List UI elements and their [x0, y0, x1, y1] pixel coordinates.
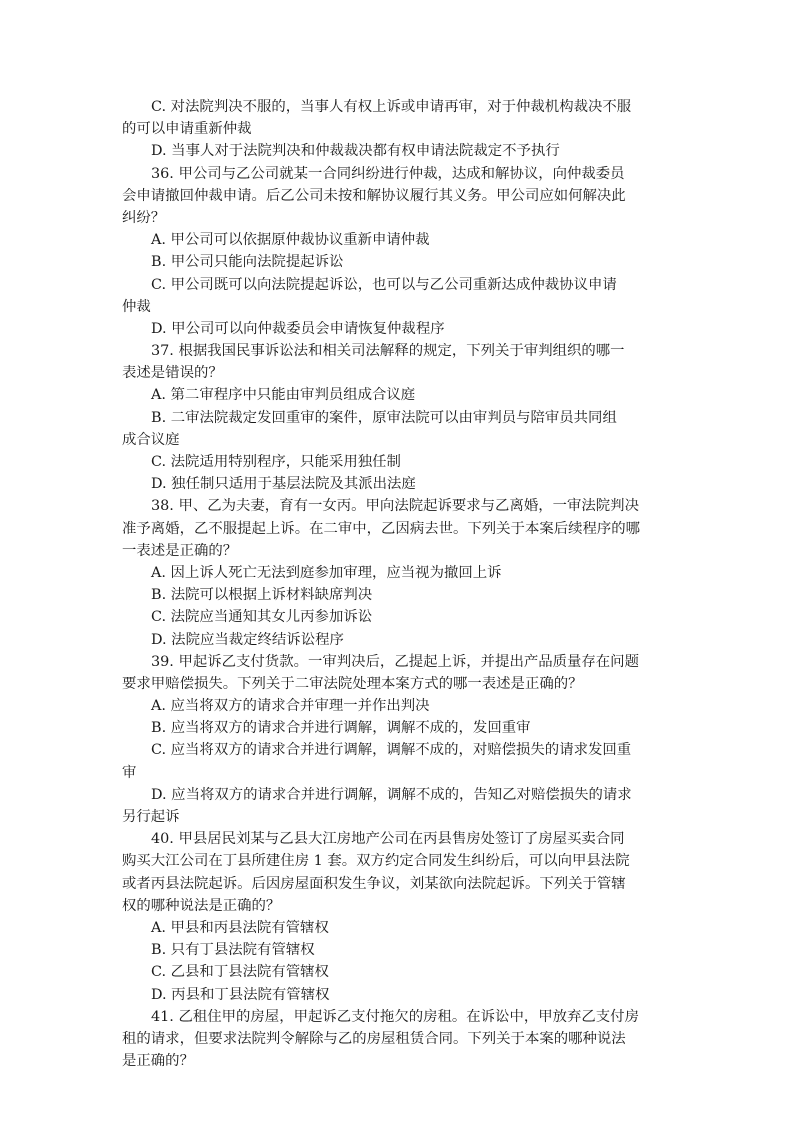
text-line: 要求甲赔偿损失。下列关于二审法院处理本案方式的哪一表述是正确的？ — [122, 675, 583, 692]
text-line: 40. 甲县居民刘某与乙县大江房地产公司在丙县售房处签订了房屋买卖合同 — [151, 831, 625, 848]
text-line: B. 法院可以根据上诉材料缺席判决 — [151, 587, 373, 604]
text-line: 37. 根据我国民事诉讼法和相关司法解释的规定，下列关于审判组织的哪一 — [151, 343, 625, 360]
text-line: B. 应当将双方的请求合并进行调解，调解不成的，发回重审 — [151, 720, 531, 737]
text-line: 另行起诉 — [122, 809, 180, 825]
text-line: 审 — [122, 764, 137, 781]
text-line: 纠纷？ — [122, 209, 166, 226]
text-line: 是正确的？ — [122, 1053, 194, 1070]
text-line: D. 应当将双方的请求合并进行调解，调解不成的，告知乙对赔偿损失的请求 — [151, 786, 632, 803]
text-line: A. 因上诉人死亡无法到庭参加审理，应当视为撤回上诉 — [151, 564, 502, 581]
text-line: B. 二审法院裁定发回重审的案件，原审法院可以由审判员与陪审员共同组 — [151, 409, 617, 426]
document-body — [122, 96, 684, 1072]
text-line: 36. 甲公司与乙公司就某一合同纠纷进行仲裁，达成和解协议，向仲裁委员 — [151, 165, 625, 182]
text-line: D. 独任制只适用于基层法院及其派出法庭 — [151, 476, 416, 493]
text-line: D. 当事人对于法院判决和仲裁裁决都有权申请法院裁定不予执行 — [151, 143, 560, 160]
text-line: 权的哪种说法是正确的？ — [122, 897, 281, 914]
text-line: 41. 乙租住甲的房屋，甲起诉乙支付拖欠的房租。在诉讼中，甲放弃乙支付房 — [151, 1008, 639, 1025]
text-line: A. 甲县和丙县法院有管辖权 — [151, 919, 329, 936]
text-line: 成合议庭 — [122, 431, 180, 448]
text-line: D. 甲公司可以向仲裁委员会申请恢复仲裁程序 — [151, 320, 445, 337]
text-line: C. 法院适用特别程序，只能采用独任制 — [151, 454, 401, 470]
text-line: 购买大江公司在丁县所建住房 1 套。双方约定合同发生纠纷后，可以向甲县法院 — [122, 853, 630, 870]
text-line: D. 法院应当裁定终结诉讼程序 — [151, 631, 344, 648]
text-line: C. 甲公司既可以向法院提起诉讼，也可以与乙公司重新达成仲裁协议申请 — [151, 276, 617, 293]
text-line: A. 第二审程序中只能由审判员组成合议庭 — [151, 387, 416, 404]
text-line: 仲裁 — [122, 298, 151, 315]
text-line: D. 丙县和丁县法院有管辖权 — [151, 986, 330, 1003]
text-line: 39. 甲起诉乙支付货款。一审判决后，乙提起上诉，并提出产品质量存在问题 — [151, 653, 639, 670]
text-line: 会申请撤回仲裁申请。后乙公司未按和解协议履行其义务。甲公司应如何解决此 — [122, 187, 626, 204]
text-line: C. 应当将双方的请求合并进行调解，调解不成的，对赔偿损失的请求发回重 — [151, 742, 632, 759]
text-line: 一表述是正确的？ — [122, 542, 238, 559]
text-line: 表述是错误的？ — [122, 365, 223, 382]
text-line: B. 只有丁县法院有管辖权 — [151, 942, 315, 959]
text-line: C. 法院应当通知其女儿丙参加诉讼 — [151, 609, 373, 626]
text-line: B. 甲公司只能向法院提起诉讼 — [151, 254, 344, 271]
text-line: 的可以申请重新仲裁 — [122, 121, 252, 138]
text-line: C. 对法院判决不服的，当事人有权上诉或申请再审，对于仲裁机构裁决不服 — [151, 99, 632, 115]
text-line: 38. 甲、乙为夫妻，育有一女丙。甲向法院起诉要求与乙离婚，一审法院判决 — [151, 498, 639, 515]
text-line: A. 应当将双方的请求合并审理一并作出判决 — [151, 698, 430, 715]
text-line: A. 甲公司可以依据原仲裁协议重新申请仲裁 — [151, 232, 430, 249]
text-line: C. 乙县和丁县法院有管辖权 — [151, 964, 329, 981]
text-line: 准予离婚，乙不服提起上诉。在二审中，乙因病去世。下列关于本案后续程序的哪 — [122, 520, 641, 537]
text-line: 或者丙县法院起诉。后因房屋面积发生争议，刘某欲向法院起诉。下列关于管辖 — [122, 875, 626, 892]
text-line: 租的请求，但要求法院判令解除与乙的房屋租赁合同。下列关于本案的哪种说法 — [122, 1030, 626, 1047]
